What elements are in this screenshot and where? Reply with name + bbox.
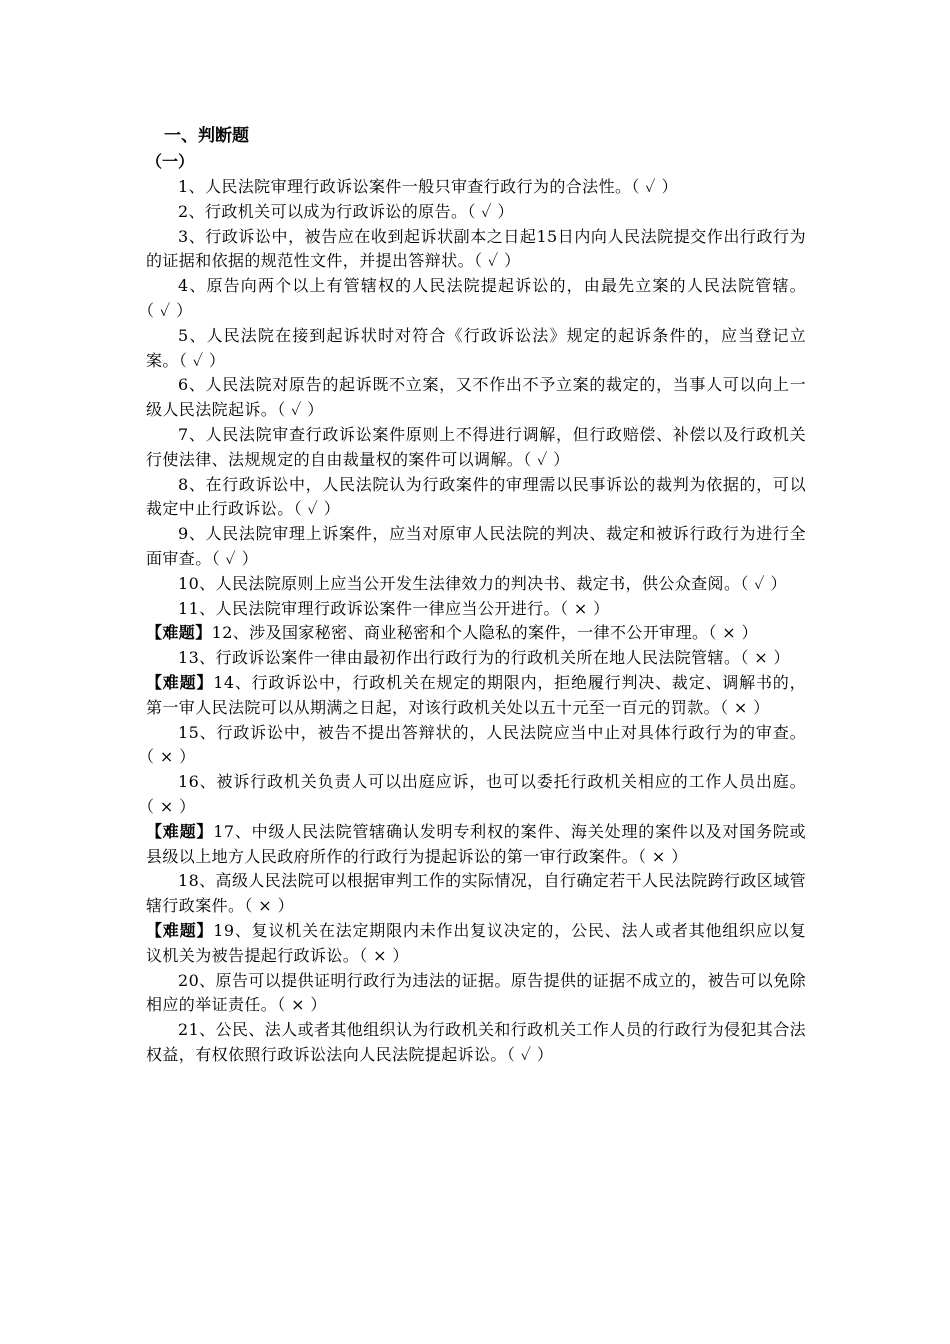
difficulty-tag: 【难题】 (146, 821, 214, 841)
answer-mark: （ ✓ ） (740, 573, 787, 593)
answer-mark: （ × ） (244, 896, 294, 916)
question-text: 3、行政诉讼中，被告应在收到起诉状副本之日起15日内向人民法院提交作出行政行为的证据和依据的规范性文件，并提出答辩状。 (146, 226, 806, 271)
question-item (146, 1018, 806, 1068)
answer-mark: （ × ） (359, 945, 409, 965)
answer-mark: （ × ） (146, 796, 196, 816)
question-item (146, 572, 806, 597)
answer-mark: （ ✓ ） (523, 449, 570, 469)
question-item (146, 969, 806, 1019)
document-page (146, 124, 806, 1068)
question-item (146, 597, 806, 622)
answer-mark: （ × ） (708, 623, 758, 643)
question-item (146, 274, 806, 324)
answer-mark: （ ✓ ） (631, 177, 678, 196)
answer-mark: （ ✓ ） (506, 1044, 554, 1064)
question-item (146, 621, 806, 646)
difficulty-tag: 【难题】 (146, 623, 212, 643)
question-text: 20、原告可以提供证明行政行为违法的证据。原告提供的证据不成立的，被告可以免除相应的举证责任。 (146, 970, 806, 1015)
question-text: 8、在行政诉讼中，人民法院认为行政案件的审理需以民事诉讼的裁判为依据的，可以裁定中止行政诉讼。 (146, 474, 806, 519)
answer-mark: （ ✓ ） (178, 350, 226, 370)
question-item (146, 770, 806, 820)
question-list (146, 175, 806, 1068)
question-text: 12、涉及国家秘密、商业秘密和个人隐私的案件，一律不公开审理。 (211, 623, 709, 643)
answer-mark: （ × ） (277, 995, 327, 1015)
question-text: 4、原告向两个以上有管辖权的人民法院提起诉讼的，由最先立案的人民法院管辖。 (178, 276, 806, 296)
question-text: 2、行政机关可以成为行政诉讼的原告。 (178, 201, 468, 221)
question-text: 18、高级人民法院可以根据审判工作的实际情况，自行确定若干人民法院跨行政区域管辖行政案件。 (146, 871, 806, 916)
question-item (146, 175, 806, 200)
question-item (146, 225, 806, 275)
answer-mark: （ × ） (740, 648, 790, 668)
question-text: 21、公民、法人或者其他组织认为行政机关和行政机关工作人员的行政行为侵犯其合法权益，有权依照行政诉讼法向人民法院提起诉讼。 (146, 1020, 806, 1064)
question-text: 16、被诉行政机关负责人可以出庭应诉，也可以委托行政机关相应的工作人员出庭。 (178, 772, 806, 792)
answer-mark: （ × ） (559, 598, 610, 618)
question-text: 15、行政诉讼中，被告不提出答辩状的，人民法院应当中止对具体行政行为的审查。 (178, 722, 806, 742)
answer-mark: （ ✓ ） (467, 201, 514, 221)
question-item (146, 919, 806, 969)
question-text: 5、人民法院在接到起诉状时对符合《行政诉讼法》规定的起诉条件的，应当登记立案。 (146, 325, 806, 370)
answer-mark: （ ✓ ） (293, 499, 341, 519)
question-item (146, 671, 806, 721)
question-item (146, 200, 806, 225)
question-text: 11、人民法院审理行政诉讼案件一律应当公开进行。 (178, 598, 560, 618)
question-text: 17、中级人民法院管辖确认发明专利权的案件、海关处理的案件以及对国务院或县级以上地方人民政府所作的行政行为提起诉讼的第一审行政案件。 (146, 821, 806, 866)
question-text: 13、行政诉讼案件一律由最初作出行政行为的行政机关所在地人民法院管辖。 (178, 648, 741, 668)
answer-mark: （ ✓ ） (211, 548, 259, 568)
question-text: 6、人民法院对原告的起诉既不立案，又不作出不予立案的裁定的，当事人可以向上一级人民法院起诉。 (146, 375, 806, 420)
question-text: 9、人民法院审理上诉案件，应当对原审人民法院的判决、裁定和被诉行政行为进行全面审查。 (146, 524, 806, 568)
question-item (146, 869, 806, 919)
question-item (146, 324, 806, 374)
question-text: 14、行政诉讼中，行政机关在规定的期限内，拒绝履行判决、裁定、调解书的，第一审人民法院可以从期满之日起，对该行政机关处以五十元至一百元的罚款。 (146, 672, 806, 717)
answer-mark: （ ✓ ） (146, 300, 193, 320)
question-item (146, 721, 806, 771)
answer-mark: （ × ） (638, 846, 688, 866)
difficulty-tag: 【难题】 (146, 920, 214, 940)
difficulty-tag: 【难题】 (146, 672, 214, 692)
subsection-heading: （一） (146, 152, 195, 171)
question-text: 7、人民法院审查行政诉讼案件原则上不得进行调解，但行政赔偿、补偿以及行政机关行使法律、法规规定的自由裁量权的案件可以调解。 (146, 424, 806, 469)
question-text: 19、复议机关在法定期限内未作出复议决定的，公民、法人或者其他组织应以复议机关为被告提起行政诉讼。 (146, 920, 806, 965)
question-item (146, 522, 806, 572)
question-text: 1、人民法院审理行政诉讼案件一般只审查行政行为的合法性。 (178, 177, 632, 196)
answer-mark: （ × ） (146, 747, 196, 767)
question-item (146, 820, 806, 870)
question-item (146, 423, 806, 473)
question-item (146, 646, 806, 671)
section-heading: 一、判断题 (164, 126, 249, 146)
question-item (146, 373, 806, 423)
question-item (146, 473, 806, 523)
answer-mark: （ ✓ ） (277, 400, 324, 420)
answer-mark: （ × ） (720, 697, 770, 717)
answer-mark: （ ✓ ） (474, 251, 521, 271)
question-text: 10、人民法院原则上应当公开发生法律效力的判决书、裁定书，供公众查阅。 (178, 573, 741, 593)
